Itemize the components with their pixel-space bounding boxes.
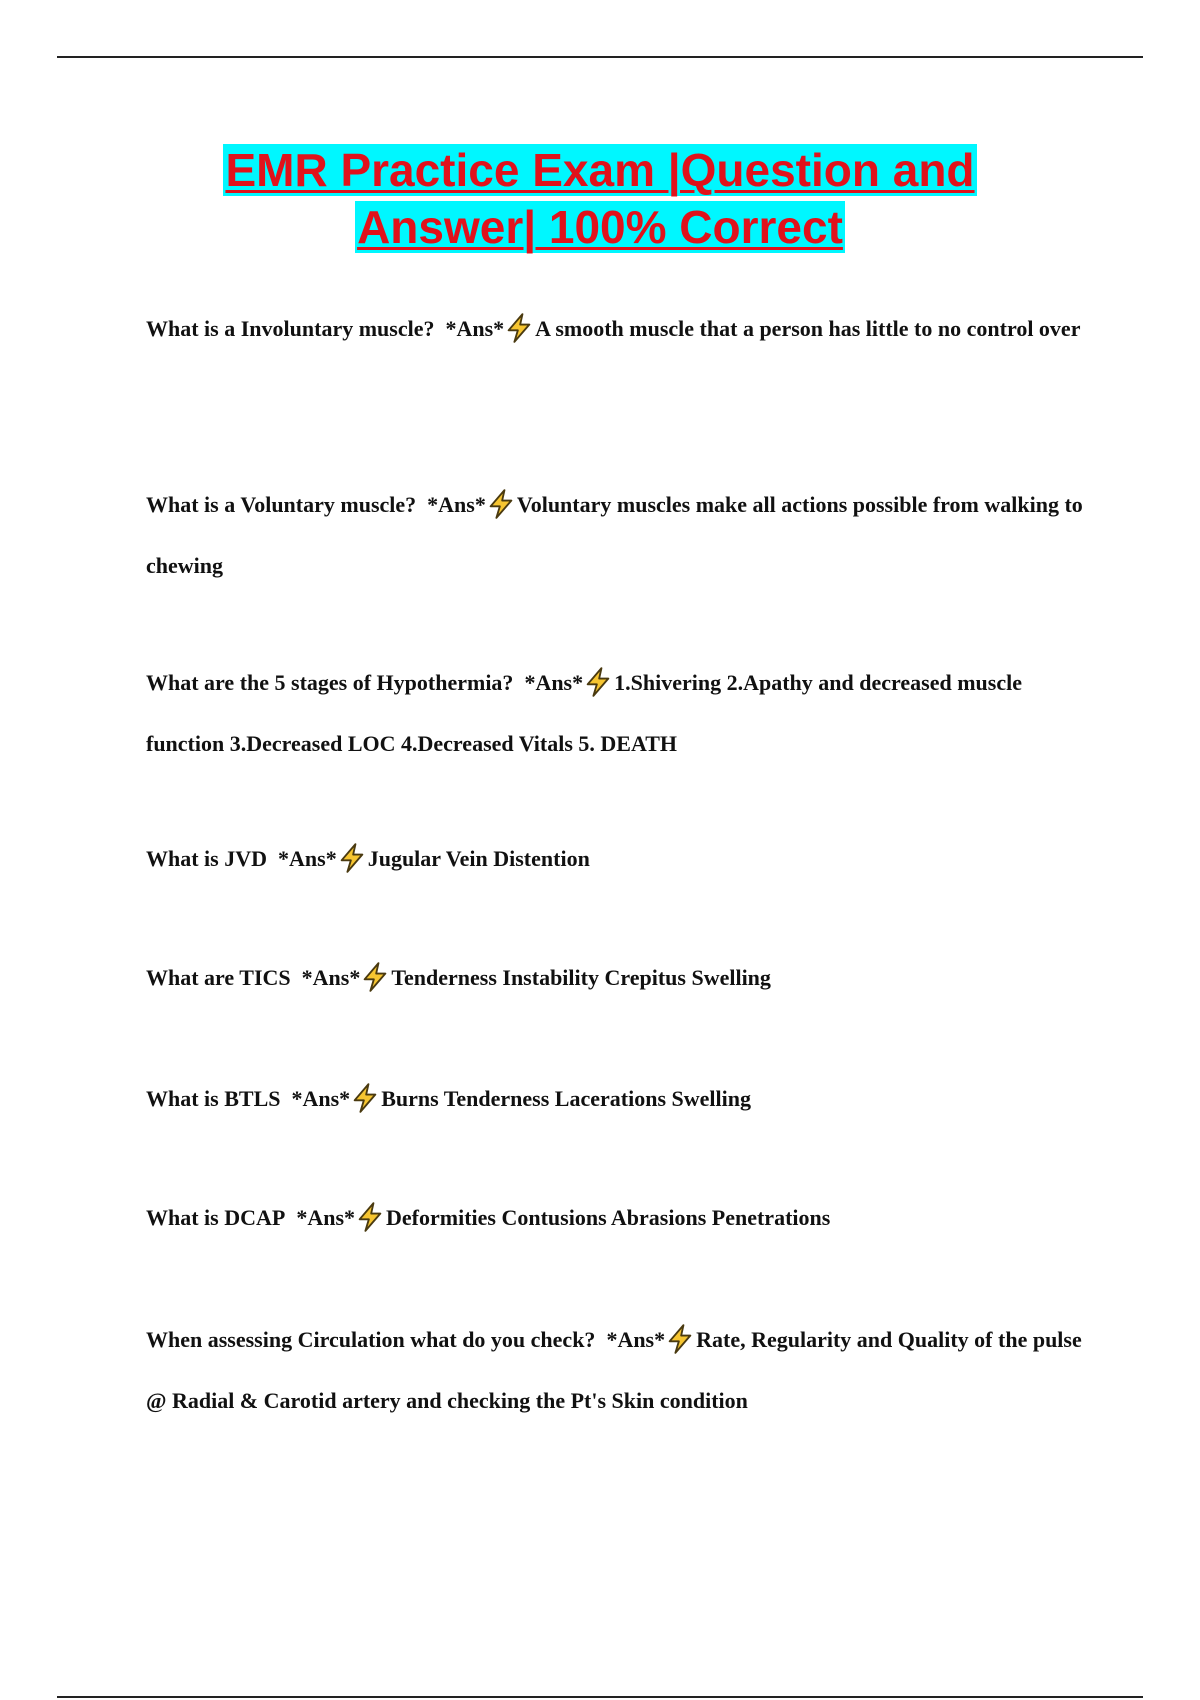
answer-marker: *Ans* — [427, 492, 486, 517]
title-line-1: EMR Practice Exam |Question and — [225, 144, 975, 196]
lightning-bolt-icon — [338, 843, 366, 873]
title-line-2: Answer| 100% Correct — [357, 201, 843, 253]
lightning-bolt-icon — [505, 313, 533, 343]
answer-marker: *Ans* — [606, 1327, 666, 1352]
answer-text: 1.Shivering 2.Apathy and decreased muscle function 3.Decreased LOC 4.Decreased Vitals 5. DEATH — [146, 670, 1022, 756]
answer-marker: *Ans* — [291, 1086, 351, 1111]
question-text: What is JVD — [146, 846, 268, 871]
lightning-bolt-icon — [666, 1324, 694, 1354]
answer-text: Rate, Regularity and Quality of the pulse @ Radial & Carotid artery and checking the Pt's Skin condition — [146, 1327, 1082, 1413]
qa-item — [146, 1068, 1096, 1129]
question-text: What is a Involuntary muscle? — [146, 316, 435, 341]
question-text: What are the 5 stages of Hypothermia? — [146, 670, 514, 695]
question-text: What are TICS — [146, 965, 291, 990]
qa-item — [146, 828, 1096, 889]
bottom-rule — [57, 1696, 1143, 1698]
answer-marker: *Ans* — [524, 670, 584, 695]
answer-marker: *Ans* — [445, 316, 505, 341]
answer-text: Deformities Contusions Abrasions Penetrations — [386, 1205, 831, 1230]
question-text: What is BTLS — [146, 1086, 281, 1111]
answer-text: Tenderness Instability Crepitus Swelling — [391, 965, 771, 990]
qa-item — [146, 1187, 1096, 1248]
question-text: When assessing Circulation what do you check? — [146, 1327, 596, 1352]
lightning-bolt-icon — [351, 1083, 379, 1113]
question-text: What is a Voluntary muscle? — [146, 492, 417, 517]
answer-text: Voluntary muscles make all actions possible from walking to chewing — [146, 492, 1083, 578]
answer-marker: *Ans* — [278, 846, 337, 871]
lightning-bolt-icon — [361, 962, 389, 992]
question-text: What is DCAP — [146, 1205, 286, 1230]
answer-marker: *Ans* — [296, 1205, 356, 1230]
document-title — [100, 142, 1100, 256]
lightning-bolt-icon — [356, 1202, 384, 1232]
answer-text: A smooth muscle that a person has little to no control over — [535, 316, 1081, 341]
lightning-bolt-icon — [584, 667, 612, 697]
top-rule — [57, 56, 1143, 58]
qa-item — [146, 1309, 1096, 1431]
lightning-bolt-icon — [487, 489, 515, 519]
answer-text: Burns Tenderness Lacerations Swelling — [381, 1086, 751, 1111]
qa-item — [146, 474, 1096, 596]
answer-text: Jugular Vein Distention — [367, 846, 590, 871]
qa-item — [146, 652, 1096, 774]
qa-item — [146, 947, 1096, 1008]
answer-marker: *Ans* — [301, 965, 361, 990]
qa-item — [146, 298, 1096, 359]
